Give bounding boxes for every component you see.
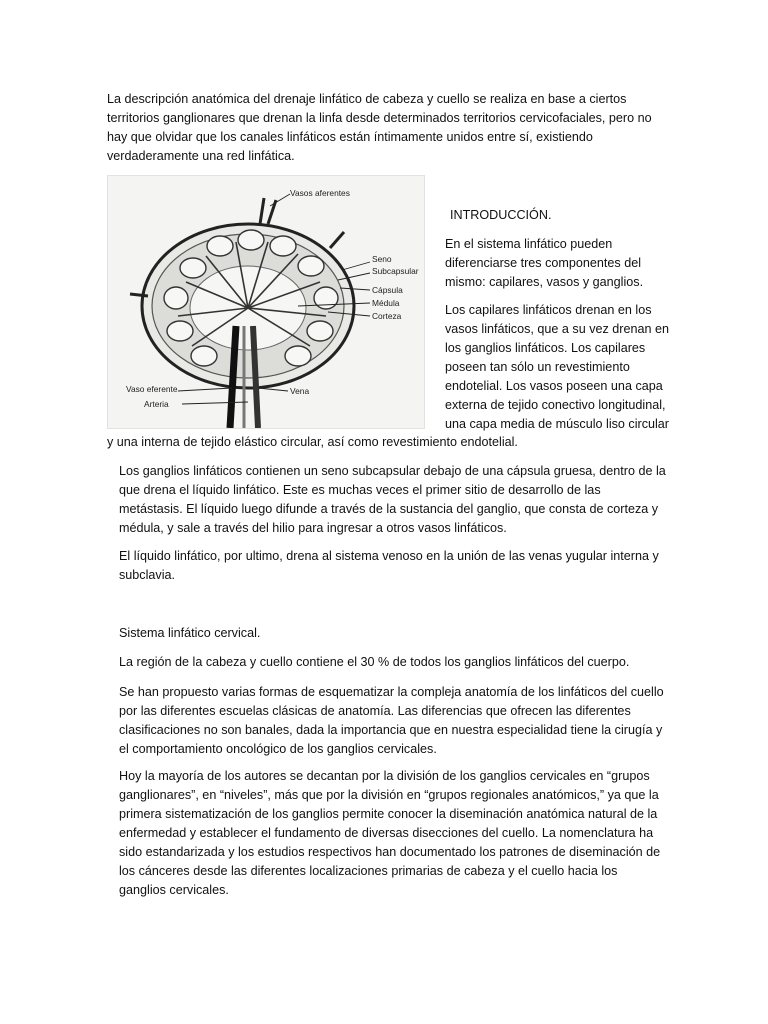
introduction-heading: INTRODUCCIÓN. bbox=[450, 208, 552, 222]
capillaries-paragraph: Los capilares linfáticos drenan en los vasos linfáticos, que a su vez drenan en los ganglios linfáticos. Los capilares poseen tan sólo un revestimiento endotelial. Los vasos poseen una capa externa de tejido conectivo longitudinal, una capa media de músculo liso circular bbox=[445, 303, 670, 431]
venous-paragraph: El líquido linfático, por ultimo, drena al sistema venoso en la unión de las venas yugular interna y subclavia. bbox=[119, 549, 659, 582]
label-vena: Vena bbox=[290, 386, 310, 396]
intro-paragraph: La descripción anatómica del drenaje linfático de cabeza y cuello se realiza en base a ciertos territorios ganglionares que drenan la linfa desde determinados territorios cervicofaciales, pero no hay que olvidar que los canales linfáticos están íntimamente unidos entre sí, existiendo verdaderamente una red linfática. bbox=[107, 92, 652, 163]
lymph-node-diagram bbox=[108, 176, 424, 428]
schemes-paragraph: Se han propuesto varias formas de esquematizar la compleja anatomía de los linfáticos del cuello por las diferentes escuelas clásicas de anatomía. Las diferencias que ofrecen las diferentes clasificaciones no son banales, dada la importancia que en nuestra especialidad tiene la cirugía y el comportamiento oncológico de los ganglios cervicales. bbox=[119, 685, 664, 756]
hilum-vessels bbox=[230, 326, 258, 428]
cervical-heading: Sistema linfático cervical. bbox=[119, 626, 261, 640]
levels-paragraph: Hoy la mayoría de los autores se decantan por la división de los ganglios cervicales en “grupos ganglionares”, en “niveles”, más que por la división en “grupos regionales anatómicos,” ya que la primera sistematización de los ganglios permite conocer la diseminación anatómica natural de la enfermedad y establecer el fundamento de diversas disecciones del cuello. La nomenclatura ha sido estandarizada y los estudios respectivos han documentado los patrones de diseminación de los cánceres desde las diferentes localizaciones primarias de cabeza y el cuello hacia los ganglios cervicales. bbox=[119, 769, 661, 897]
ganglia-paragraph: Los ganglios linfáticos contienen un seno subcapsular debajo de una cápsula gruesa, dentro de la que drena el líquido linfático. Este es muchas veces el primer sitio de desarrollo de las metástasis. El líquido luego difunde a través de la sustancia del ganglio, que consta de corteza y médula, y sale a través del hilio para ingresar a otros vasos linfáticos. bbox=[119, 464, 666, 535]
label-vasos-aferentes: Vasos aferentes bbox=[290, 188, 350, 198]
label-seno: Seno bbox=[372, 254, 392, 264]
label-vaso-eferente: Vaso eferente bbox=[126, 384, 178, 394]
label-corteza: Corteza bbox=[372, 311, 402, 321]
label-medula: Médula bbox=[372, 298, 400, 308]
components-paragraph: En el sistema linfático pueden diferenciarse tres componentes del mismo: capilares, vasos y ganglios. bbox=[445, 237, 644, 289]
label-arteria: Arteria bbox=[144, 399, 169, 409]
lymph-node-figure bbox=[107, 175, 425, 429]
label-capsula: Cápsula bbox=[372, 285, 403, 295]
label-subcapsular: Subcapsular bbox=[372, 266, 419, 276]
percent-paragraph: La región de la cabeza y cuello contiene el 30 % de todos los ganglios linfáticos del cuerpo. bbox=[119, 655, 630, 669]
capillaries-paragraph-end: y una interna de tejido elástico circular, así como revestimiento endotelial. bbox=[107, 435, 518, 449]
